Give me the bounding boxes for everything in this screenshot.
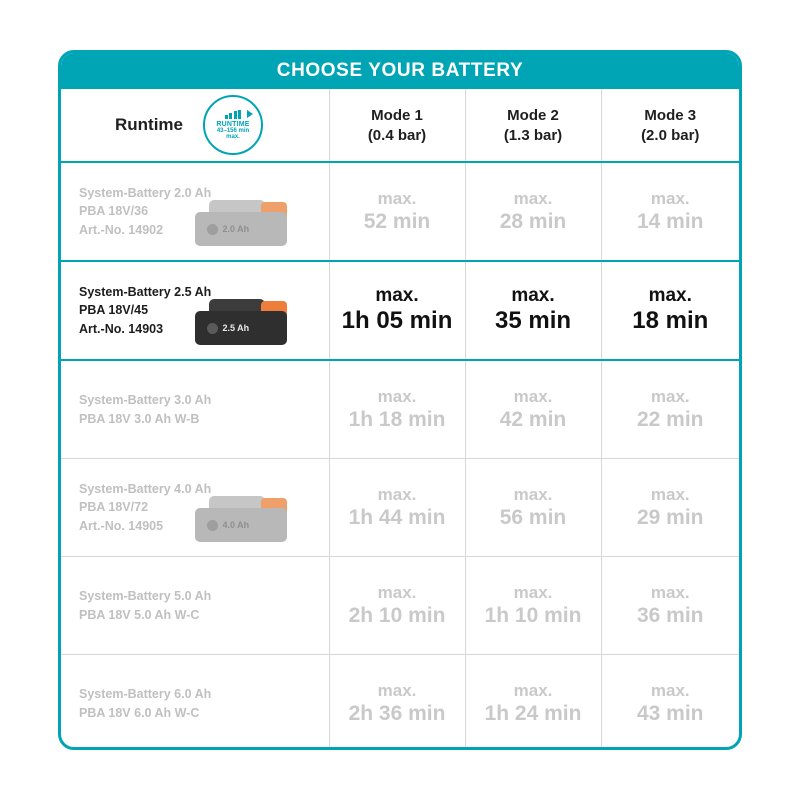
battery-comparison-card xyxy=(58,50,742,750)
max-label: max. xyxy=(377,189,417,209)
column-header-mode-2 xyxy=(465,89,601,162)
max-label: max. xyxy=(513,485,553,505)
battery-name-line-1: System-Battery 5.0 Ah xyxy=(79,589,212,604)
runtime-value: 35 min xyxy=(494,307,572,335)
runtime-header-cell xyxy=(61,89,329,162)
runtime-value: 18 min xyxy=(632,307,709,335)
column-header-mode-1 xyxy=(329,89,465,162)
runtime-cell-mode-3 xyxy=(601,261,739,360)
mode-3-pressure: (2.0 bar) xyxy=(641,126,700,144)
mode-3-name: Mode 3 xyxy=(644,106,697,124)
battery-name-line-1: System-Battery 2.5 Ah xyxy=(79,285,212,300)
runtime-badge-title: RUNTIME xyxy=(216,120,250,128)
table-body xyxy=(61,162,739,750)
battery-name-line-2: PBA 18V/45 xyxy=(79,303,149,318)
table-row xyxy=(61,557,739,655)
runtime-cell-mode-2 xyxy=(465,162,601,261)
battery-capacity-label: 2.5 Ah xyxy=(222,323,250,333)
table-row xyxy=(61,655,739,751)
max-label: max. xyxy=(513,387,553,407)
runtime-value: 1h 05 min xyxy=(341,307,453,335)
runtime-cell-mode-3 xyxy=(601,162,739,261)
max-label: max. xyxy=(650,583,690,603)
runtime-value: 43 min xyxy=(636,701,704,725)
runtime-value: 1h 18 min xyxy=(348,407,446,431)
runtime-cell-mode-3 xyxy=(601,360,739,459)
runtime-value: 28 min xyxy=(499,209,567,233)
runtime-cell-mode-1 xyxy=(329,360,465,459)
max-label: max. xyxy=(511,285,555,307)
runtime-cell-mode-2 xyxy=(465,360,601,459)
battery-image xyxy=(195,198,303,248)
table-row xyxy=(61,360,739,459)
table-row-highlighted xyxy=(61,261,739,360)
runtime-value: 1h 44 min xyxy=(348,505,446,529)
max-label: max. xyxy=(375,285,419,307)
battery-name-line-1: System-Battery 2.0 Ah xyxy=(79,186,212,201)
runtime-cell-mode-2 xyxy=(465,557,601,655)
table-header xyxy=(61,89,739,162)
header-row xyxy=(61,89,739,162)
runtime-value: 42 min xyxy=(499,407,567,431)
battery-name-line-2: PBA 18V/36 xyxy=(79,204,149,219)
battery-runtime-table xyxy=(61,89,739,750)
battery-name-cell xyxy=(61,655,329,751)
battery-name-line-3: Art.-No. 14905 xyxy=(79,518,164,533)
runtime-cell-mode-1 xyxy=(329,459,465,557)
max-label: max. xyxy=(513,583,553,603)
max-label: max. xyxy=(650,485,690,505)
runtime-cell-mode-2 xyxy=(465,261,601,360)
battery-name-line-1: System-Battery 3.0 Ah xyxy=(79,393,212,408)
signal-bars-icon xyxy=(225,110,242,119)
runtime-cell-mode-1 xyxy=(329,162,465,261)
mode-2-name: Mode 2 xyxy=(507,106,559,124)
page-title: CHOOSE YOUR BATTERY xyxy=(276,60,524,81)
runtime-cell-mode-3 xyxy=(601,655,739,751)
runtime-value: 22 min xyxy=(636,407,704,431)
battery-name-line-3: Art.-No. 14903 xyxy=(79,321,164,336)
battery-image xyxy=(195,297,303,347)
battery-name-cell xyxy=(61,261,329,360)
battery-capacity-label: 4.0 Ah xyxy=(222,520,250,530)
runtime-badge-range: 43–156 min xyxy=(216,127,250,134)
battery-name-cell xyxy=(61,557,329,655)
runtime-value: 2h 36 min xyxy=(348,701,446,725)
max-label: max. xyxy=(377,387,417,407)
mode-1-pressure: (0.4 bar) xyxy=(367,126,427,144)
runtime-cell-mode-3 xyxy=(601,557,739,655)
table-row xyxy=(61,459,739,557)
battery-name-line-2: PBA 18V 5.0 Ah W-C xyxy=(79,607,200,622)
runtime-value: 14 min xyxy=(636,209,704,233)
runtime-value: 1h 24 min xyxy=(484,701,582,725)
max-label: max. xyxy=(650,189,690,209)
battery-name-cell xyxy=(61,459,329,557)
runtime-cell-mode-1 xyxy=(329,261,465,360)
battery-name-line-1: System-Battery 6.0 Ah xyxy=(79,687,212,702)
max-label: max. xyxy=(513,189,553,209)
mode-2-pressure: (1.3 bar) xyxy=(503,126,563,144)
runtime-value: 2h 10 min xyxy=(348,603,446,627)
battery-name-line-2: PBA 18V/72 xyxy=(79,500,149,515)
column-header-mode-3 xyxy=(601,89,739,162)
battery-name-line-2: PBA 18V 3.0 Ah W-B xyxy=(79,411,200,426)
runtime-cell-mode-1 xyxy=(329,655,465,751)
runtime-value: 52 min xyxy=(363,209,431,233)
runtime-value: 29 min xyxy=(636,505,704,529)
max-label: max. xyxy=(377,681,417,701)
runtime-badge-note: max. xyxy=(226,134,240,141)
max-label: max. xyxy=(513,681,553,701)
runtime-badge-icon xyxy=(203,95,263,155)
battery-image xyxy=(195,494,303,544)
runtime-value: 56 min xyxy=(499,505,567,529)
max-label: max. xyxy=(650,387,690,407)
runtime-cell-mode-1 xyxy=(329,557,465,655)
max-label: max. xyxy=(648,285,692,307)
max-label: max. xyxy=(377,485,417,505)
card-title-bar xyxy=(61,53,739,89)
runtime-cell-mode-3 xyxy=(601,459,739,557)
battery-capacity-label: 2.0 Ah xyxy=(222,224,250,234)
runtime-label: Runtime xyxy=(115,115,183,134)
runtime-value: 1h 10 min xyxy=(484,603,582,627)
runtime-cell-mode-2 xyxy=(465,655,601,751)
battery-name-cell xyxy=(61,162,329,261)
table-row xyxy=(61,162,739,261)
battery-name-line-2: PBA 18V 6.0 Ah W-C xyxy=(79,705,200,720)
mode-1-name: Mode 1 xyxy=(371,106,423,124)
max-label: max. xyxy=(650,681,690,701)
battery-name-line-1: System-Battery 4.0 Ah xyxy=(79,482,212,497)
max-label: max. xyxy=(377,583,417,603)
battery-name-line-3: Art.-No. 14902 xyxy=(79,222,164,237)
runtime-cell-mode-2 xyxy=(465,459,601,557)
arrow-right-icon xyxy=(247,110,253,118)
battery-name-cell xyxy=(61,360,329,459)
runtime-value: 36 min xyxy=(636,603,704,627)
